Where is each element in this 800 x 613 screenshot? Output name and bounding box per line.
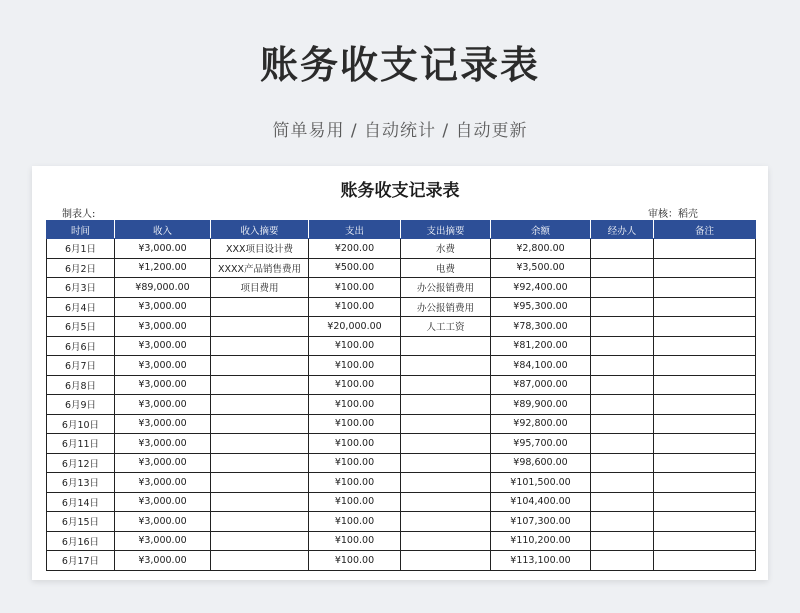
expense-cell[interactable]: ¥100.00: [309, 512, 401, 532]
expense-note-cell[interactable]: [401, 375, 491, 395]
date-cell[interactable]: 6月9日: [47, 395, 115, 415]
expense-cell[interactable]: ¥100.00: [309, 395, 401, 415]
balance-cell[interactable]: ¥81,200.00: [491, 336, 591, 356]
table-row: [47, 258, 756, 278]
income-cell[interactable]: ¥3,000.00: [115, 512, 211, 532]
remark-cell[interactable]: [654, 395, 756, 415]
handler-cell[interactable]: [591, 278, 654, 298]
date-cell[interactable]: 6月13日: [47, 473, 115, 493]
expense-note-cell[interactable]: [401, 356, 491, 376]
income-cell[interactable]: ¥3,000.00: [115, 531, 211, 551]
expense-cell[interactable]: ¥100.00: [309, 414, 401, 434]
remark-cell[interactable]: [654, 492, 756, 512]
column-header-balance: 余额: [491, 221, 591, 239]
expense-cell[interactable]: ¥100.00: [309, 531, 401, 551]
expense-cell[interactable]: ¥100.00: [309, 473, 401, 493]
income-cell[interactable]: ¥3,000.00: [115, 414, 211, 434]
date-cell[interactable]: 6月11日: [47, 434, 115, 454]
expense-note-cell[interactable]: [401, 551, 491, 571]
handler-cell[interactable]: [591, 336, 654, 356]
table-row: [47, 278, 756, 298]
income-cell[interactable]: ¥3,000.00: [115, 434, 211, 454]
income-cell[interactable]: ¥3,000.00: [115, 375, 211, 395]
table-row: [47, 317, 756, 337]
expense-note-cell[interactable]: [401, 336, 491, 356]
handler-cell[interactable]: [591, 297, 654, 317]
ledger-table: [46, 220, 756, 571]
balance-cell[interactable]: ¥92,800.00: [491, 414, 591, 434]
expense-note-cell[interactable]: [401, 492, 491, 512]
date-cell[interactable]: 6月14日: [47, 492, 115, 512]
date-cell[interactable]: 6月12日: [47, 453, 115, 473]
expense-cell[interactable]: ¥100.00: [309, 375, 401, 395]
remark-cell[interactable]: [654, 434, 756, 454]
income-cell[interactable]: ¥3,000.00: [115, 473, 211, 493]
remark-cell[interactable]: [654, 297, 756, 317]
expense-cell[interactable]: ¥20,000.00: [309, 317, 401, 337]
remark-cell[interactable]: [654, 317, 756, 337]
income-note-cell[interactable]: [211, 551, 309, 571]
remark-cell[interactable]: [654, 239, 756, 259]
expense-note-cell[interactable]: 水费: [401, 239, 491, 259]
sheet-title: 账务收支记录表: [340, 181, 460, 201]
handler-cell[interactable]: [591, 395, 654, 415]
date-cell[interactable]: 6月3日: [47, 278, 115, 298]
expense-cell[interactable]: ¥100.00: [309, 434, 401, 454]
table-row: [47, 512, 756, 532]
ledger-body: [47, 239, 756, 571]
balance-cell[interactable]: ¥78,300.00: [491, 317, 591, 337]
table-row: [47, 531, 756, 551]
handler-cell[interactable]: [591, 375, 654, 395]
income-note-cell[interactable]: [211, 453, 309, 473]
income-cell[interactable]: ¥3,000.00: [115, 492, 211, 512]
table-row: [47, 375, 756, 395]
income-note-cell[interactable]: [211, 512, 309, 532]
remark-cell[interactable]: [654, 356, 756, 376]
table-row: [47, 473, 756, 493]
page-subtitle: 简单易用 / 自动统计 / 自动更新: [272, 121, 528, 141]
table-row: [47, 356, 756, 376]
reviewer-label: 审核：稻壳: [648, 209, 698, 220]
expense-cell[interactable]: ¥100.00: [309, 492, 401, 512]
income-note-cell[interactable]: XXXX产品销售费用: [211, 258, 309, 278]
expense-cell[interactable]: ¥100.00: [309, 453, 401, 473]
expense-note-cell[interactable]: 办公报销费用: [401, 278, 491, 298]
expense-note-cell[interactable]: 人工工资: [401, 317, 491, 337]
handler-cell[interactable]: [591, 492, 654, 512]
date-cell[interactable]: 6月1日: [47, 239, 115, 259]
handler-cell[interactable]: [591, 317, 654, 337]
income-note-cell[interactable]: 项目费用: [211, 278, 309, 298]
date-cell[interactable]: 6月8日: [47, 375, 115, 395]
expense-note-cell[interactable]: [401, 473, 491, 493]
table-row: [47, 492, 756, 512]
expense-note-cell[interactable]: [401, 531, 491, 551]
balance-cell[interactable]: ¥104,400.00: [491, 492, 591, 512]
income-note-cell[interactable]: [211, 473, 309, 493]
table-row: [47, 453, 756, 473]
balance-cell[interactable]: ¥107,300.00: [491, 512, 591, 532]
balance-cell[interactable]: ¥3,500.00: [491, 258, 591, 278]
income-cell[interactable]: ¥3,000.00: [115, 239, 211, 259]
column-header-remark: 备注: [654, 221, 756, 239]
income-cell[interactable]: ¥3,000.00: [115, 453, 211, 473]
column-header-handler: 经办人: [591, 221, 654, 239]
balance-cell[interactable]: ¥2,800.00: [491, 239, 591, 259]
income-note-cell[interactable]: [211, 375, 309, 395]
expense-note-cell[interactable]: [401, 434, 491, 454]
income-cell[interactable]: ¥89,000.00: [115, 278, 211, 298]
income-note-cell[interactable]: [211, 492, 309, 512]
income-note-cell[interactable]: XXX项目设计费: [211, 239, 309, 259]
column-header-date: 时间: [47, 221, 115, 239]
balance-cell[interactable]: ¥101,500.00: [491, 473, 591, 493]
column-header-expense: 支出: [309, 221, 401, 239]
table-row: [47, 414, 756, 434]
balance-cell[interactable]: ¥113,100.00: [491, 551, 591, 571]
column-header-income: 收入: [115, 221, 211, 239]
table-row: [47, 551, 756, 571]
balance-cell[interactable]: ¥92,400.00: [491, 278, 591, 298]
table-row: [47, 395, 756, 415]
income-cell[interactable]: ¥3,000.00: [115, 551, 211, 571]
remark-cell[interactable]: [654, 473, 756, 493]
expense-note-cell[interactable]: [401, 512, 491, 532]
handler-cell[interactable]: [591, 434, 654, 454]
column-header-expense-note: 支出摘要: [401, 221, 491, 239]
balance-cell[interactable]: ¥84,100.00: [491, 356, 591, 376]
income-note-cell[interactable]: [211, 297, 309, 317]
maker-label: 制表人:: [62, 209, 96, 220]
handler-cell[interactable]: [591, 414, 654, 434]
income-cell[interactable]: ¥1,200.00: [115, 258, 211, 278]
income-note-cell[interactable]: [211, 434, 309, 454]
balance-cell[interactable]: ¥87,000.00: [491, 375, 591, 395]
income-cell[interactable]: ¥3,000.00: [115, 297, 211, 317]
income-cell[interactable]: ¥3,000.00: [115, 395, 211, 415]
table-header-row: [47, 221, 756, 239]
page-title: 账务收支记录表: [259, 43, 540, 87]
date-cell[interactable]: 6月6日: [47, 336, 115, 356]
expense-note-cell[interactable]: [401, 453, 491, 473]
expense-note-cell[interactable]: [401, 395, 491, 415]
table-row: [47, 434, 756, 454]
handler-cell[interactable]: [591, 512, 654, 532]
date-cell[interactable]: 6月17日: [47, 551, 115, 571]
remark-cell[interactable]: [654, 531, 756, 551]
income-note-cell[interactable]: [211, 531, 309, 551]
column-header-income-note: 收入摘要: [211, 221, 309, 239]
balance-cell[interactable]: ¥95,700.00: [491, 434, 591, 454]
handler-cell[interactable]: [591, 551, 654, 571]
income-note-cell[interactable]: [211, 317, 309, 337]
income-note-cell[interactable]: [211, 395, 309, 415]
date-cell[interactable]: 6月10日: [47, 414, 115, 434]
expense-cell[interactable]: ¥500.00: [309, 258, 401, 278]
remark-cell[interactable]: [654, 453, 756, 473]
table-row: [47, 297, 756, 317]
balance-cell[interactable]: ¥95,300.00: [491, 297, 591, 317]
expense-cell[interactable]: ¥200.00: [309, 239, 401, 259]
expense-cell[interactable]: ¥100.00: [309, 551, 401, 571]
date-cell[interactable]: 6月16日: [47, 531, 115, 551]
remark-cell[interactable]: [654, 375, 756, 395]
remark-cell[interactable]: [654, 258, 756, 278]
income-note-cell[interactable]: [211, 414, 309, 434]
remark-cell[interactable]: [654, 512, 756, 532]
remark-cell[interactable]: [654, 414, 756, 434]
handler-cell[interactable]: [591, 473, 654, 493]
handler-cell[interactable]: [591, 356, 654, 376]
date-cell[interactable]: 6月4日: [47, 297, 115, 317]
remark-cell[interactable]: [654, 278, 756, 298]
handler-cell[interactable]: [591, 453, 654, 473]
expense-note-cell[interactable]: 办公报销费用: [401, 297, 491, 317]
handler-cell[interactable]: [591, 258, 654, 278]
balance-cell[interactable]: ¥89,900.00: [491, 395, 591, 415]
income-note-cell[interactable]: [211, 336, 309, 356]
handler-cell[interactable]: [591, 239, 654, 259]
income-cell[interactable]: ¥3,000.00: [115, 336, 211, 356]
expense-cell[interactable]: ¥100.00: [309, 278, 401, 298]
date-cell[interactable]: 6月15日: [47, 512, 115, 532]
expense-note-cell[interactable]: [401, 414, 491, 434]
balance-cell[interactable]: ¥98,600.00: [491, 453, 591, 473]
expense-cell[interactable]: ¥100.00: [309, 297, 401, 317]
spreadsheet-preview: [32, 166, 768, 580]
balance-cell[interactable]: ¥110,200.00: [491, 531, 591, 551]
expense-cell[interactable]: ¥100.00: [309, 356, 401, 376]
date-cell[interactable]: 6月7日: [47, 356, 115, 376]
expense-note-cell[interactable]: 电费: [401, 258, 491, 278]
expense-cell[interactable]: ¥100.00: [309, 336, 401, 356]
income-note-cell[interactable]: [211, 356, 309, 376]
date-cell[interactable]: 6月2日: [47, 258, 115, 278]
table-row: [47, 239, 756, 259]
table-row: [47, 336, 756, 356]
income-cell[interactable]: ¥3,000.00: [115, 317, 211, 337]
date-cell[interactable]: 6月5日: [47, 317, 115, 337]
income-cell[interactable]: ¥3,000.00: [115, 356, 211, 376]
remark-cell[interactable]: [654, 336, 756, 356]
remark-cell[interactable]: [654, 551, 756, 571]
handler-cell[interactable]: [591, 531, 654, 551]
